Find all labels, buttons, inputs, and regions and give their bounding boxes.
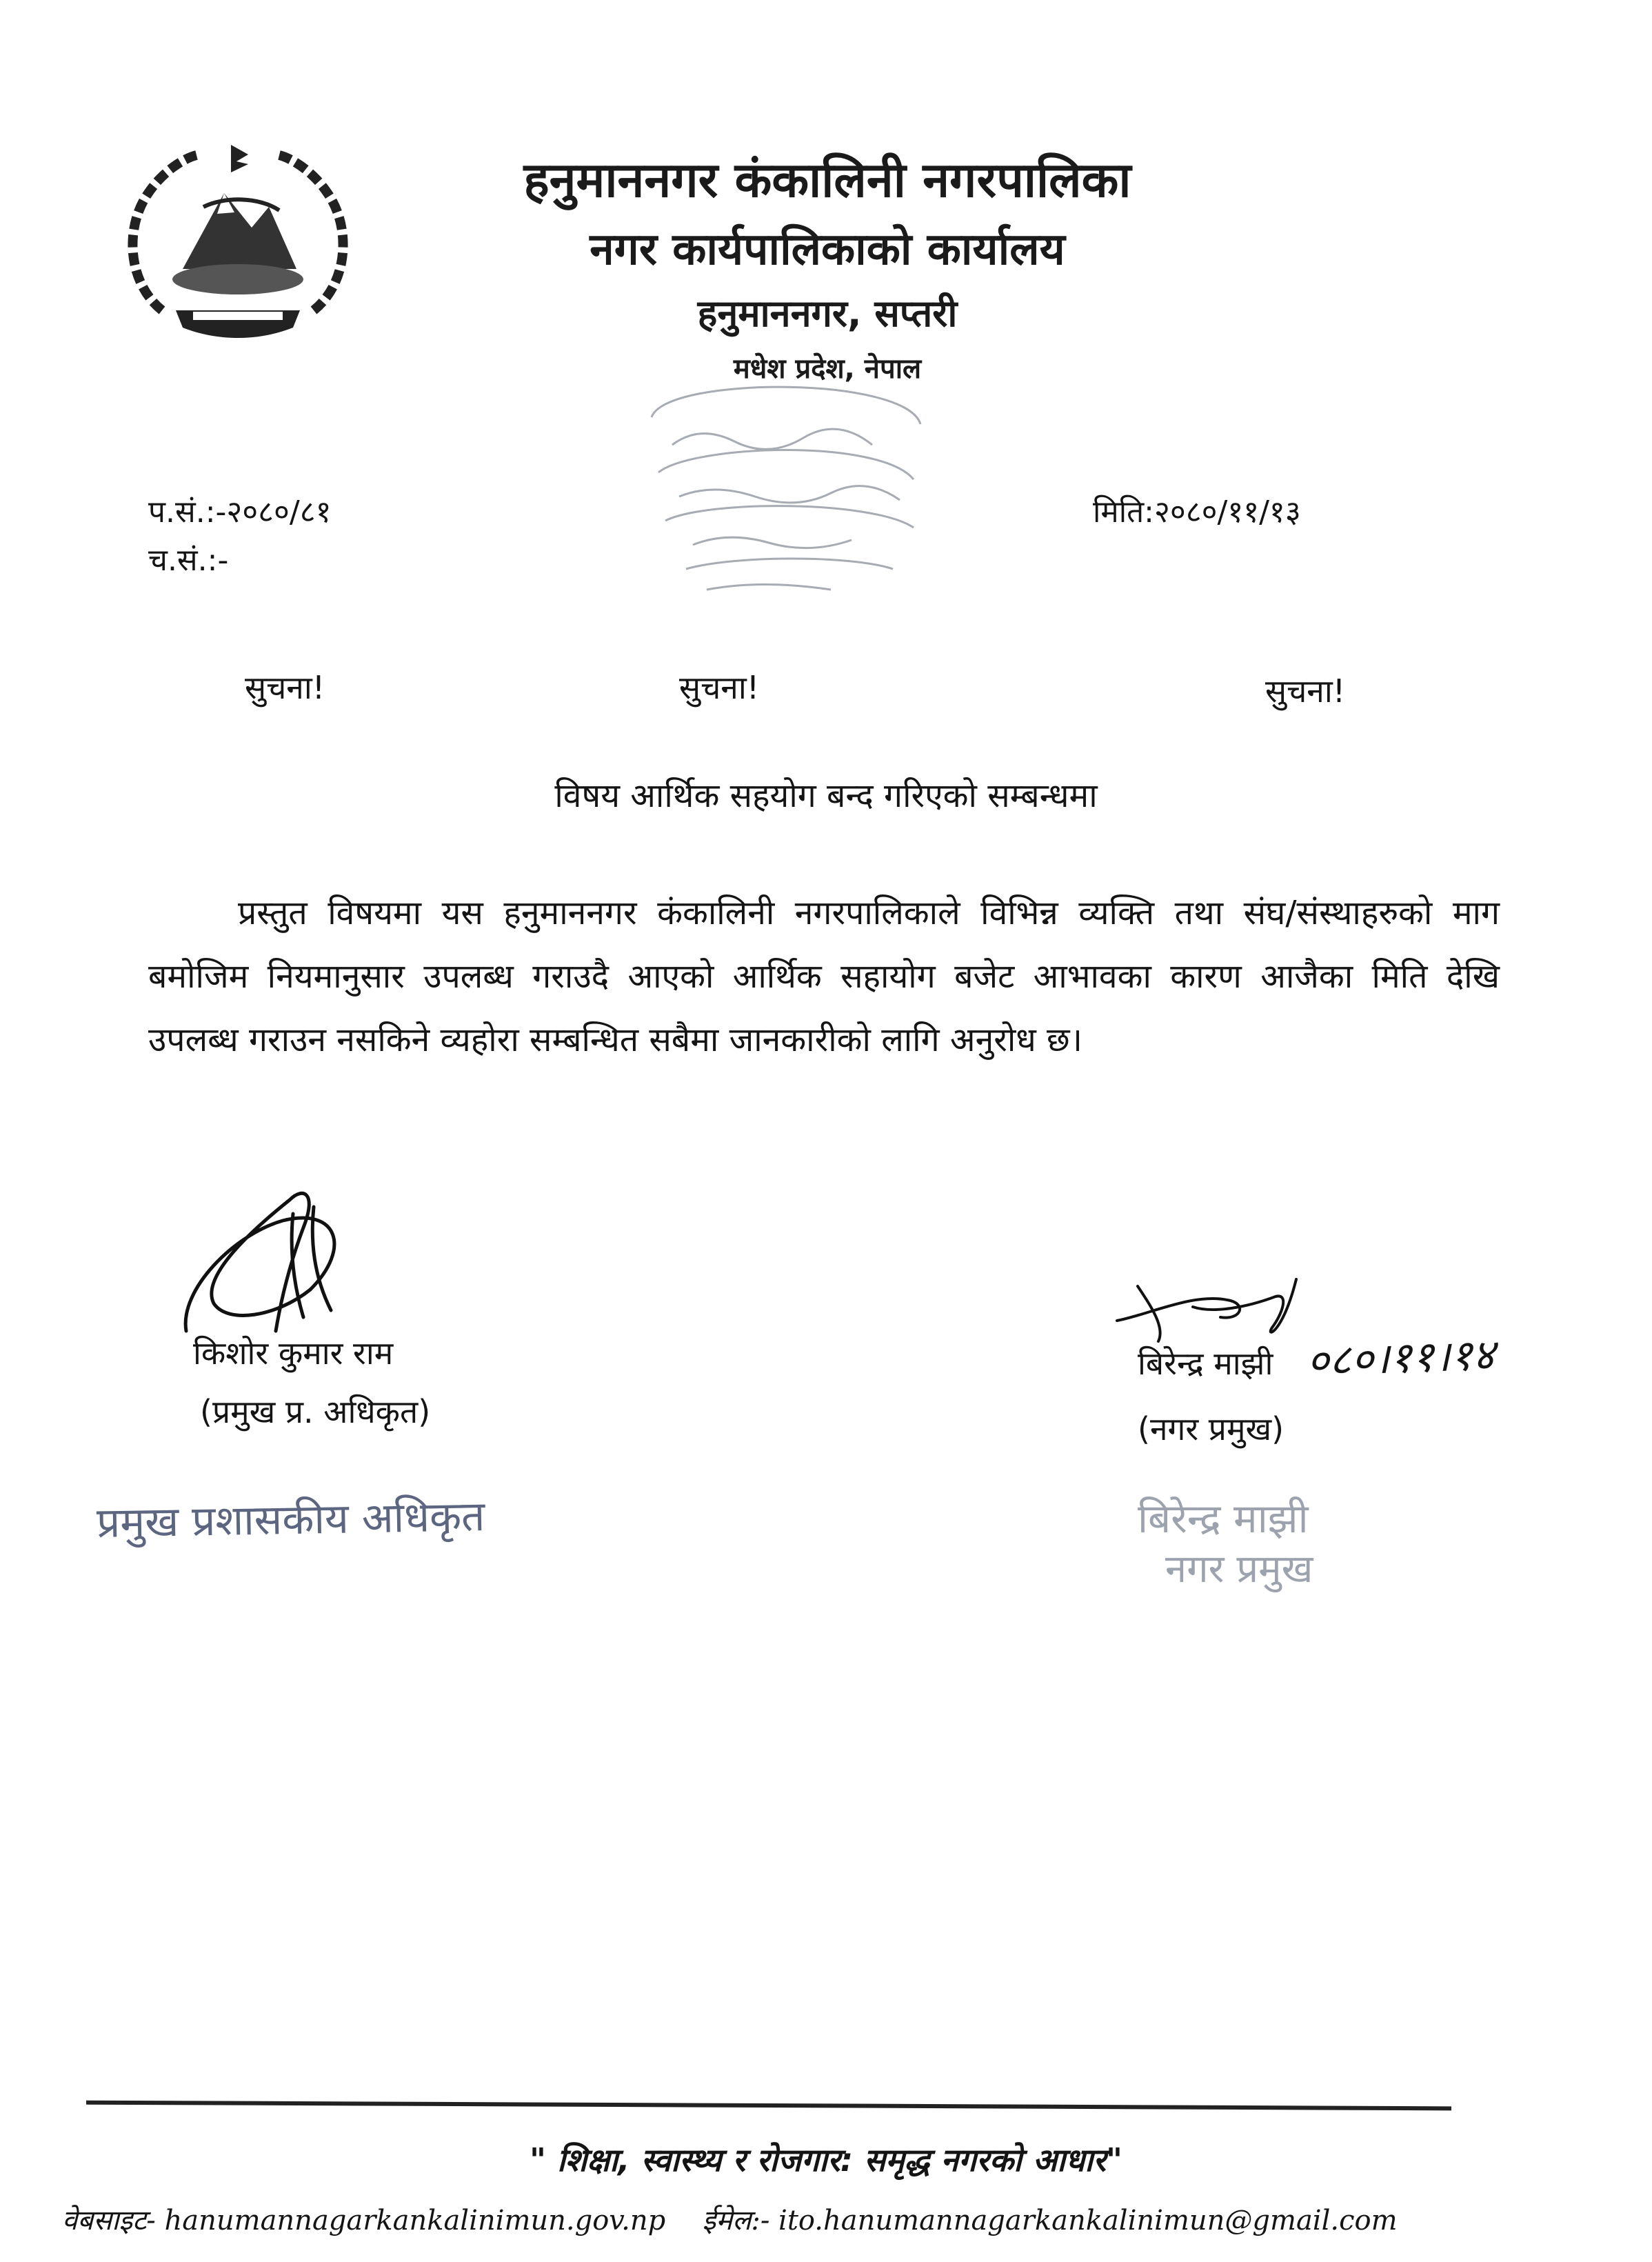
province-name: मधेश प्रदेश, नेपाल <box>733 353 922 385</box>
municipality-name: हनुमाननगर कंकालिनी नगरपालिका <box>523 152 1131 208</box>
right-name-stamp: बिरेन्द्र माझी <box>1138 1495 1309 1542</box>
notice-heading-right: सुचना! <box>1265 672 1346 710</box>
right-designation-stamp: नगर प्रमुख <box>1165 1547 1313 1592</box>
right-signatory-name: बिरेन्द्र माझी <box>1138 1345 1273 1382</box>
office-name: नगर कार्यपालिकाको कार्यालय <box>590 224 1065 275</box>
right-signatory-designation: (नगर प्रमुख) <box>1138 1410 1285 1448</box>
handwritten-date: ०८०।११।१४ <box>1305 1329 1495 1386</box>
office-seal-stamp <box>624 362 948 610</box>
notice-heading-center: सुचना! <box>679 669 760 706</box>
dispatch-number: च.सं.:- <box>148 543 229 578</box>
left-signature <box>172 1172 372 1352</box>
notice-heading-left: सुचना! <box>245 669 325 706</box>
footer-divider <box>86 2101 1451 2111</box>
reference-number: प.सं.:-२०८०/८१ <box>148 494 332 530</box>
left-designation-stamp: प्रमुख प्रशासकीय अधिकृत <box>96 1492 485 1548</box>
letter-date: मिति:२०८०/११/१३ <box>1093 494 1301 530</box>
footer-motto: " शिक्षा, स्वास्थ्य र रोजगार: समृद्ध नगरको आधार" <box>530 2141 1122 2179</box>
footer-email: ईमेल:- ito.hanumannagarkankalinimun@gmail.com <box>702 2205 1398 2236</box>
footer-website: वेबसाइट- hanumannagarkankalinimun.gov.np <box>62 2205 666 2236</box>
footer-contact <box>62 2200 1634 2238</box>
left-signatory-designation: (प्रमुख प्र. अधिकृत) <box>200 1393 431 1430</box>
body-paragraph: प्रस्तुत विषयमा यस हनुमाननगर कंकालिनी नगरपालिकाले विभिन्न व्यक्ति तथा संघ/संस्थाहरुको माग बमोजिम नियमानुसार उपलब्ध गराउदै आएको आर्थिक सहायोग बजेट आभावका कारण आजैका मिति देखि उपलब्ध गराउन नसकिने व्यहोरा सम्बन्धित सबैमा जानकारीको लागि अनुरोध छ। <box>148 894 1500 1059</box>
right-signature <box>1110 1265 1317 1348</box>
left-signatory-name: किशोर कुमार राम <box>193 1334 394 1372</box>
office-location: हनुमाननगर, सप्तरी <box>697 292 958 335</box>
subject-line: विषय आर्थिक सहयोग बन्द गरिएको सम्बन्धमा <box>554 777 1098 815</box>
